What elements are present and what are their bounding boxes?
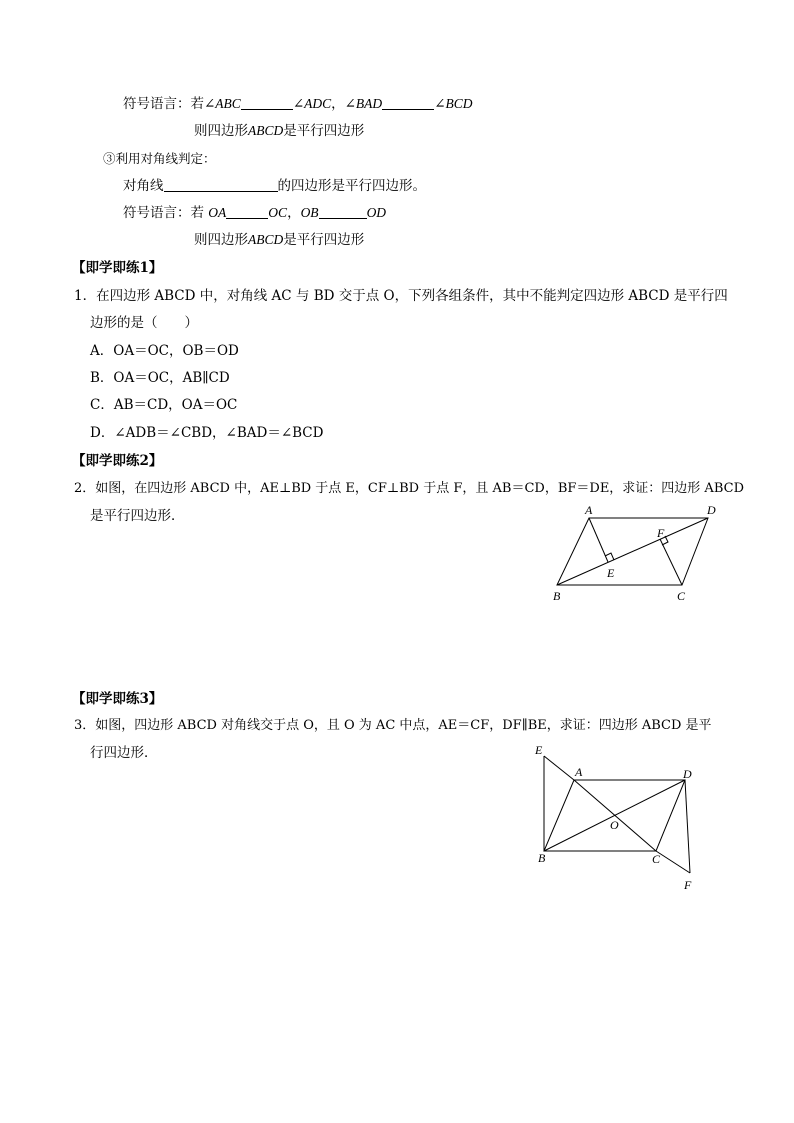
segment-fc [656,851,690,873]
practice3-figure [528,738,708,898]
label-d: D [707,503,716,517]
option-d[interactable]: D．∠ADB＝∠CBD，∠BAD＝∠BCD [90,425,324,441]
option-a[interactable]: A．OA＝OC，OB＝OD [90,343,239,359]
symbol-language-prefix: 符号语言：若 [123,96,204,112]
theorem3-title: ③利用对角线判定： [103,151,216,166]
practice1-heading: 【即学即练1】 [72,260,163,276]
conclusion-prefix: 则四边形 [194,232,248,248]
option-b[interactable]: B．OA＝OC，AB∥CD [90,370,230,386]
label-d: D [683,767,692,781]
theorem3-symbol-line [123,204,386,222]
answer-blank[interactable] [382,95,434,110]
segment-oa: OA [208,205,227,220]
label-e: E [535,743,543,757]
theorem2-symbol-line [123,95,473,113]
angle-adc: ∠ADC [292,96,332,111]
answer-blank[interactable] [226,204,268,219]
practice2-figure [540,498,730,608]
comma: ， [331,96,345,112]
segment-od: OD [366,205,387,220]
label-a: A [585,503,593,517]
label-e: E [607,566,615,580]
label-c: C [652,852,661,866]
segment-ea [544,756,574,780]
comma: ， [287,205,301,221]
diagonal-bd [544,780,685,851]
angle-abc: ∠ABC [204,96,241,111]
label-b: B [553,589,561,603]
angle-bad: ∠BAD [344,96,383,111]
answer-blank[interactable] [319,204,367,219]
segment-ob: OB [300,205,319,220]
theorem2-conclusion [194,122,364,140]
label-f: F [684,878,692,892]
diagonal-bd [557,518,708,585]
practice1-question-line2: 边形的是（ ） [90,315,198,331]
practice3-heading: 【即学即练3】 [72,691,163,707]
practice1-question-line1: 1．在四边形 ABCD 中，对角线 AC 与 BD 交于点 O，下列各组条件，其中不能判定四边形 ABCD 是平行四 [74,288,728,304]
diagonal-prefix: 对角线 [123,178,164,194]
label-f: F [657,526,665,540]
segment-oc: OC [268,205,288,220]
theorem3-diagonal-line [123,177,426,195]
quad-name: ABCD [248,232,284,247]
conclusion-prefix: 则四边形 [194,123,248,139]
label-c: C [677,589,686,603]
perpendicular-cf [660,539,682,585]
practice2-heading: 【即学即练2】 [72,453,163,469]
label-b: B [538,851,546,865]
label-a: A [575,765,583,779]
option-c[interactable]: C．AB＝CD，OA＝OC [90,397,238,413]
practice2-question-line2: 是平行四边形． [90,508,185,524]
quad-name: ABCD [248,123,284,138]
diagonal-suffix: 的四边形是平行四边形。 [277,178,426,194]
segment-fd [685,780,690,873]
label-o: O [610,818,619,832]
symbol-language-prefix: 符号语言：若 [123,205,204,221]
conclusion-suffix: 是平行四边形 [283,123,365,139]
practice2-question-line1: 2．如图，在四边形 ABCD 中，AE⊥BD 于点 E，CF⊥BD 于点 F，且 AB＝CD，BF＝DE，求证：四边形 ABCD [74,481,744,496]
practice3-question-line1: 3．如图，四边形 ABCD 对角线交于点 O，且 O 为 AC 中点，AE＝CF，DF∥BE，求证：四边形 ABCD 是平 [74,718,712,733]
answer-blank[interactable] [164,177,278,192]
conclusion-suffix: 是平行四边形 [283,232,365,248]
angle-bcd: ∠BCD [434,96,473,111]
theorem3-conclusion [194,231,364,249]
practice3-question-line2: 行四边形． [90,745,158,761]
answer-blank[interactable] [241,95,293,110]
